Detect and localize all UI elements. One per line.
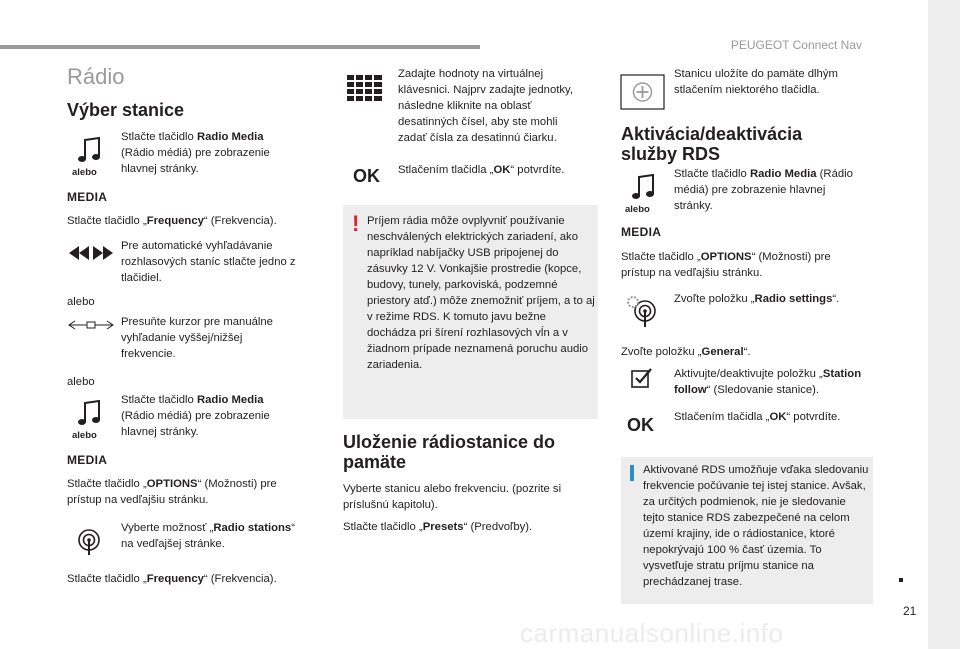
step-radio-stations: Vyberte možnosť „Radio stations“ na vedľajšej stránke.	[121, 522, 295, 550]
step-manual-search: Presuňte kurzor pre manuálne vyhľadanie vyššej/nižšej frekvencie.	[121, 316, 273, 360]
header-rule	[0, 45, 480, 49]
step-radio-media-3: Stlačte tlačidlo Radio Media (Rádio médiá) pre zobrazenie hlavnej stránky.	[674, 168, 853, 212]
alebo-label: alebo	[72, 430, 97, 441]
step-general: Zvoľte položku „General“.	[621, 346, 751, 358]
step-frequency-2: Stlačte tlačidlo „Frequency“ (Frekvencia).	[67, 573, 277, 585]
alebo-label: alebo	[625, 204, 650, 215]
brand-label: PEUGEOT Connect Nav	[730, 38, 862, 52]
page-edge-strip	[928, 0, 960, 649]
step-ok: Stlačením tlačidla „OK“ potvrdíte.	[398, 164, 565, 176]
step-select-station: Vyberte stanicu alebo frekvenciu. (pozrite si príslušnú kapitolu).	[343, 483, 562, 511]
step-presets: Stlačte tlačidlo „Presets“ (Predvoľby).	[343, 521, 533, 533]
step-ok-2: Stlačením tlačidla „OK“ potvrdíte.	[674, 411, 841, 423]
music-note-icon	[77, 400, 103, 428]
step-frequency: Stlačte tlačidlo „Frequency“ (Frekvencia).	[67, 215, 277, 227]
heading-save-station: Uloženie rádiostanice do pamäte	[343, 432, 556, 472]
step-virtual-keyboard: Zadajte hodnoty na virtuálnej klávesnici. Najprv zadajte jednotky, následne kliknite na oblasť desatinných čísel, aby ste mohli zadať čísla za desatinnú čiarku.	[398, 68, 573, 144]
radio-antenna-icon	[76, 528, 102, 556]
media-label: MEDIA	[621, 225, 662, 239]
add-preset-icon	[620, 74, 665, 110]
music-note-icon	[631, 174, 657, 202]
warning-text: Príjem rádia môže ovplyvniť používanie neschválených elektrických zariadení, ako napríklad nabíjačky USB pripojenej do zásuvky 12 V. Vonkajšie prostredie (kopce, budovy, tunely, parkoviská, podzemné priestory atď.) môže znemožniť príjem, a to aj v režime RDS. K tomuto javu bežne dochádza pri šírení rozhlasových vĺn a v žiadnom prípade neznamená poruchu audio zariadenia.	[367, 215, 595, 371]
info-text: Aktivované RDS umožňuje vďaka sledovaniu frekvencie počúvanie tej istej stanice. Avšak, za určitých podmienok, nie je sledovanie tejto stanice RDS zabezpečené na celom území krajiny, ide o rádiostanice, ktoré nepokrývajú 100 % časť územia. To vysvetľuje stratu príjmu stanice na prechádzanej trase.	[643, 464, 869, 588]
keypad-icon	[347, 75, 383, 101]
info-icon	[630, 465, 634, 481]
radio-settings-icon	[626, 294, 660, 328]
step-options-2: Stlačte tlačidlo „OPTIONS“ (Možnosti) pre prístup na vedľajšiu stránku.	[621, 251, 831, 279]
step-auto-search: Pre automatické vyhľadávanie rozhlasových staníc stlačte jedno z tlačidiel.	[121, 240, 296, 284]
page-number: 21	[903, 604, 917, 618]
step-station-follow: Aktivujte/deaktivujte položku „Station follow“ (Sledovanie stanice).	[674, 368, 862, 396]
seek-arrows-icon	[69, 246, 113, 260]
step-save-long-press: Stanicu uložíte do pamäte dlhým stlačením niektorého tlačidla.	[674, 68, 838, 96]
alebo-text: alebo	[67, 376, 95, 388]
media-label: MEDIA	[67, 453, 108, 467]
media-label: MEDIA	[67, 190, 108, 204]
music-note-icon	[77, 137, 103, 165]
step-radio-media-2: Stlačte tlačidlo Radio Media (Rádio médiá) pre zobrazenie hlavnej stránky.	[121, 394, 270, 438]
warning-icon: !	[352, 211, 360, 236]
section-title: Rádio	[67, 64, 125, 89]
step-radio-settings: Zvoľte položku „Radio settings“.	[674, 293, 840, 305]
ok-label: OK	[353, 166, 380, 186]
watermark: carmanualsonline.info	[520, 618, 784, 648]
step-radio-media: Stlačte tlačidlo Radio Media (Rádio médiá) pre zobrazenie hlavnej stránky.	[121, 131, 270, 175]
alebo-text: alebo	[67, 296, 95, 308]
ok-label: OK	[627, 415, 654, 435]
slider-arrows-icon	[68, 320, 114, 330]
heading-station-selection: Výber stanice	[67, 100, 185, 120]
alebo-label: alebo	[72, 167, 97, 178]
page-marker	[899, 578, 903, 582]
heading-rds: Aktivácia/deaktivácia služby RDS	[621, 124, 803, 164]
checkbox-icon	[631, 368, 653, 388]
step-options: Stlačte tlačidlo „OPTIONS“ (Možnosti) pre prístup na vedľajšiu stránku.	[67, 478, 277, 506]
